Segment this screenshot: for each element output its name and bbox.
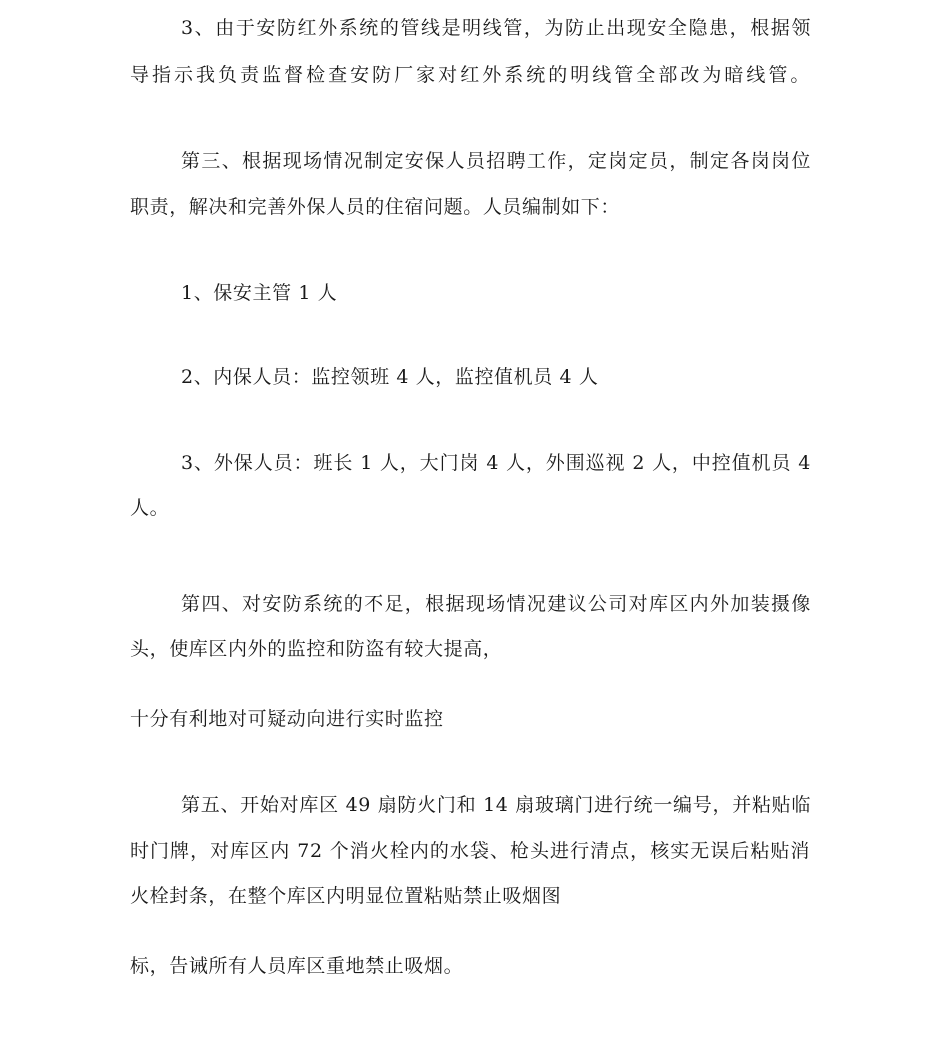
list-item: 1、保安主管 1 人 — [181, 282, 338, 304]
paragraph-line: 第五、开始对库区 49 扇防火门和 14 扇玻璃门进行统一编号，并粘贴临 — [181, 794, 811, 816]
paragraph-line: 十分有利地对可疑动向进行实时监控 — [130, 708, 444, 730]
paragraph-line: 第三、根据现场情况制定安保人员招聘工作，定岗定员，制定各岗岗位 — [181, 150, 811, 172]
list-item: 3、外保人员：班长 1 人，大门岗 4 人，外围巡视 2 人，中控值机员 4 — [181, 452, 811, 474]
paragraph-line: 标，告诫所有人员库区重地禁止吸烟。 — [130, 955, 464, 977]
paragraph-line: 人。 — [130, 497, 170, 519]
paragraph-line: 第四、对安防系统的不足，根据现场情况建议公司对库区内外加装摄像 — [181, 593, 811, 615]
paragraph-line: 火栓封条，在整个库区内明显位置粘贴禁止吸烟图 — [130, 885, 562, 907]
paragraph-line: 时门牌，对库区内 72 个消火栓内的水袋、枪头进行清点，核实无误后粘贴消 — [130, 840, 810, 862]
paragraph-line: 职责，解决和完善外保人员的住宿问题。人员编制如下： — [130, 196, 621, 218]
paragraph-line: 导指示我负责监督检查安防厂家对红外系统的明线管全部改为暗线管。 — [130, 64, 810, 86]
list-item: 2、内保人员：监控领班 4 人，监控值机员 4 人 — [181, 366, 599, 388]
paragraph-line: 头，使库区内外的监控和防盗有较大提高， — [130, 638, 503, 660]
paragraph-line: 3、由于安防红外系统的管线是明线管，为防止出现安全隐患，根据领 — [181, 17, 811, 39]
